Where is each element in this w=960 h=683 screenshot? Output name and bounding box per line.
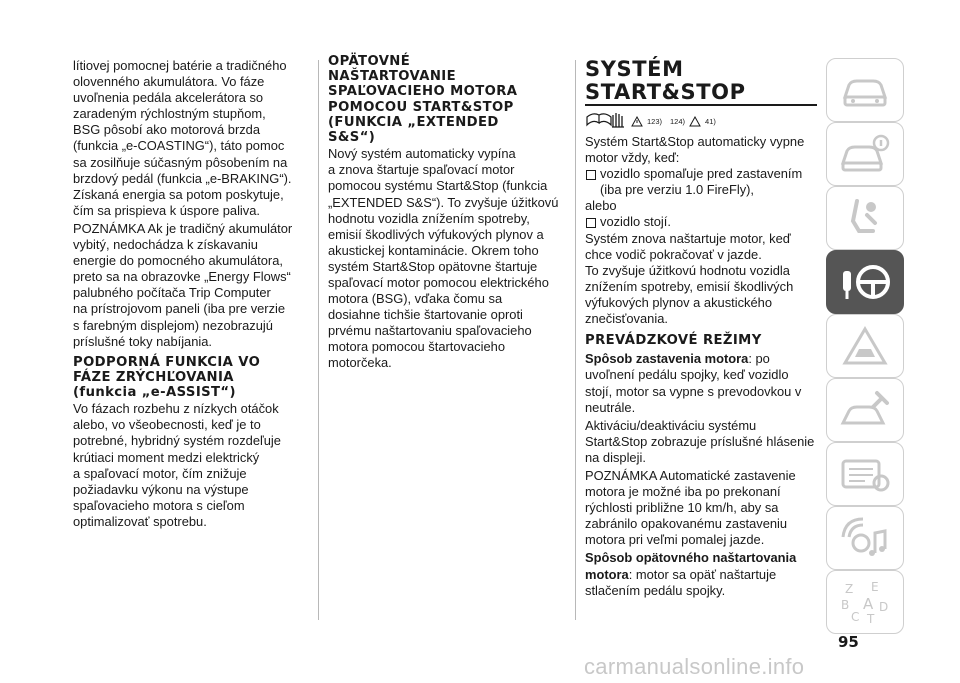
checkbox-bullet-icon — [586, 170, 596, 180]
title-underline — [585, 104, 817, 106]
index-letters-icon — [837, 579, 893, 625]
paragraph-e-assist: Vo fázach rozbehu z nízkych otáčok alebo, vo všeobecnosti, keď je to potrebné, hybridný systém rozdeľuje krútiaci moment medzi elektrický a spaľovací motor, čím znižuje požiadavku výkonu na výstupe spaľovacieho motora s cieľom optimalizovať spotrebu. — [73, 401, 281, 529]
car-info-icon — [837, 131, 893, 177]
svg-text:A: A — [863, 595, 874, 613]
warning-triangle-car-icon — [837, 323, 893, 369]
checkbox-bullet-icon — [586, 218, 596, 228]
tab-multimedia[interactable] — [826, 506, 904, 570]
maintenance-tools-icon — [837, 387, 893, 433]
book-hand-icon — [585, 111, 627, 131]
list-item: vozidlo spomaľuje pred zastavením (iba pre verziu 1.0 FireFly), — [585, 166, 817, 198]
column-1 — [73, 58, 295, 530]
paragraph-extended-ss: Nový systém automaticky vypína a znova štartuje spaľovací motor pomocou systému Start&Stop (funkcia „EXTENDED S&S“). To zvyšuje úžitkovú hodnotu vozidla znížením spotreby, emisií škodlivých výfukových plynov a akustickej kontaminácie. Okrem toho systém Start&Stop opätovne štartuje spaľovací motor pomocou elektrického motora (BSG), vďaka čomu sa dosiahne tichšie štartovanie oproti prvému naštartovaniu spaľovacieho motora pomocou štartovacieho motorčeka. — [328, 146, 559, 371]
tab-emergency[interactable] — [826, 314, 904, 378]
page-number: 95 — [838, 633, 859, 651]
svg-text:T: T — [867, 612, 875, 625]
heading-extended-ss: OPÄTOVNÉ NAŠTARTOVANIE SPAĽOVACIEHO MOTORA POMOCOU START&STOP (FUNKCIA „EXTENDED S&S“) — [328, 54, 518, 146]
svg-text:B: B — [841, 598, 850, 612]
conjunction-text: alebo — [585, 198, 617, 214]
paragraph-bsg-braking: lítiovej pomocnej batérie a tradičného olovenného akumulátora. Vo fáze uvoľnenia pedála akcelerátora so zaradeným rýchlostným stupňom, BSG pôsobí ako motorová brzda (funkcia „e-COASTING“), táto pomoc sa zosilňuje súčasným pôsobením na brzdový pedál (funkcia „e-BRAKING“). Získaná energia sa potom poskytuje, čím sa prispieva k úspore paliva. — [73, 58, 292, 218]
column-2 — [328, 54, 560, 372]
steering-wheel-key-icon — [837, 259, 893, 305]
svg-text:E: E — [871, 580, 879, 594]
tab-car-info[interactable] — [826, 122, 904, 186]
paragraph-stop-mode: Spôsob zastavenia motora: po uvoľnení pedálu spojky, keď vozidlo stojí, motor sa vypne s prevodovkou v neutrále. — [585, 351, 802, 415]
svg-text:C: C — [851, 610, 860, 624]
paragraph-benefits: To zvyšuje úžitkovú hodnotu vozidla znížením spotreby, emisií škodlivých výfukových plynov a akustického znečisťovania. — [585, 262, 794, 327]
column-divider — [318, 60, 319, 620]
paragraph-note-battery: POZNÁMKA Ak je tradičný akumulátor vybitý, nedochádza k získavaniu energie do pomocného akumulátora, preto sa na obrazovke „Energy Flows“ palubného počítača Trip Computer na prístrojovom paneli (iba pre verzie s farebným displejom) nezobrazujú príslušné toky nabíjania. — [73, 220, 293, 349]
car-dashboard-icon — [837, 67, 893, 113]
caution-triangle-icon — [689, 116, 701, 127]
multimedia-icon — [837, 515, 893, 561]
heading-operating-modes: PREVÁDZKOVÉ REŽIMY — [585, 333, 762, 349]
tab-car-dashboard[interactable] — [826, 58, 904, 122]
column-3 — [585, 58, 817, 599]
technical-data-icon — [837, 451, 893, 497]
svg-text:D: D — [879, 600, 889, 614]
tab-starting-driving[interactable] — [826, 250, 904, 314]
list-item: vozidlo stojí. — [585, 214, 817, 230]
tab-safety[interactable] — [826, 186, 904, 250]
section-title: SYSTÉM START&STOP — [585, 57, 746, 104]
heading-e-assist: PODPORNÁ FUNKCIA VO FÁZE ZRÝCHĽOVANIA (funkcia „e-ASSIST“) — [73, 354, 261, 401]
reference-number: 124) — [670, 116, 686, 126]
tab-index[interactable] — [826, 570, 904, 634]
reference-icons-row — [585, 110, 817, 132]
column-divider — [575, 60, 576, 620]
reference-number: 123) — [647, 116, 663, 126]
tab-technical-data[interactable] — [826, 442, 904, 506]
watermark: carmanualsonline.info — [584, 654, 805, 679]
paragraph-note-speed: POZNÁMKA Automatické zastavenie motora je možné iba po prekonaní rýchlosti približne 10 km/h, aby sa zabránilo opakovanému zastaveniu motora pri veľmi pomalej jazde. — [585, 467, 796, 548]
tab-maintenance[interactable] — [826, 378, 904, 442]
seat-airbag-icon — [837, 195, 893, 241]
paragraph-restart: Systém znova naštartuje motor, keď chce vodič pokračovať v jazde. — [585, 230, 791, 262]
paragraph-start-stop-intro: Systém Start&Stop automaticky vypne motor vždy, keď: — [585, 134, 805, 166]
warning-triangle-icon — [631, 116, 643, 127]
reference-number: 41) — [705, 116, 716, 126]
svg-text:Z: Z — [845, 582, 854, 596]
paragraph-display-message: Aktiváciu/deaktiváciu systému Start&Stop zobrazuje príslušné hlásenie na displeji. — [585, 417, 815, 465]
paragraph-restart-mode: Spôsob opätovného naštartovania motora: motor sa opäť naštartuje stlačením pedálu spojky. — [585, 550, 797, 598]
